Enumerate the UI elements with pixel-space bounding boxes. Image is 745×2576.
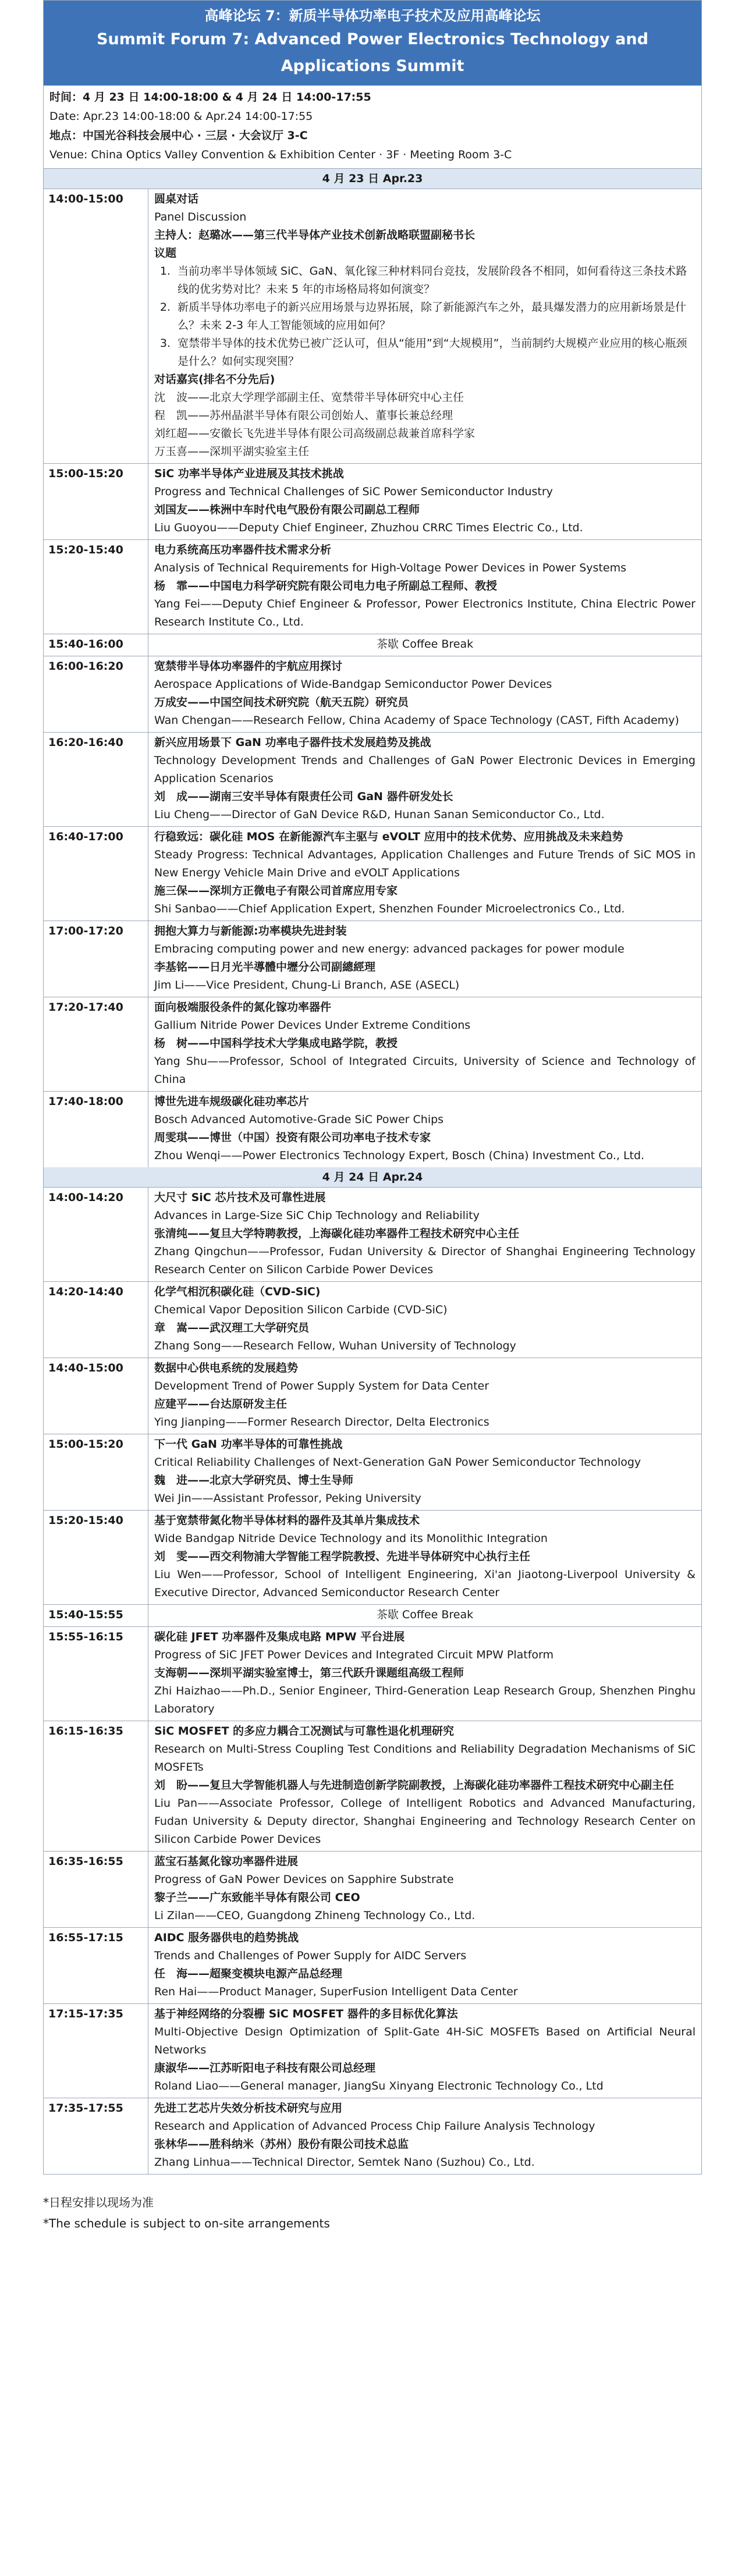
speaker-zh: 刘 盼——复旦大学智能机器人与先进制造创新学院副教授，上海碳化硅功率器件工程技术研究中心副主任	[154, 1779, 675, 1792]
session-row	[44, 2098, 701, 2174]
panel-title-en: Panel Discussion	[154, 211, 247, 223]
session-row	[44, 997, 701, 1092]
speaker-en: Zhang Qingchun——Professor, Fudan University & Director of Shanghai Engineering Technology Research Center on Silicon Carbide Power Devices	[154, 1245, 696, 1276]
session-time: 16:55-17:15	[44, 1928, 148, 2003]
session-title-en: Chemical Vapor Deposition Silicon Carbide (CVD-SiC)	[154, 1303, 448, 1316]
speaker-zh: 刘 雯——西交利物浦大学智能工程学院教授、先进半导体研究中心执行主任	[154, 1550, 531, 1563]
session-time: 15:20-15:40	[44, 540, 148, 634]
session-content	[148, 1282, 701, 1358]
session-title-zh: AIDC 服务器供电的趋势挑战	[154, 1931, 299, 1944]
session-content	[148, 1852, 701, 1927]
speaker-zh: 张清纯——复旦大学特聘教授，上海碳化硅功率器件工程技术研究中心主任	[154, 1227, 520, 1240]
forum-title-en: Summit Forum 7: Advanced Power Electronics Technology and Applications Summit	[97, 30, 648, 75]
session-content	[148, 1358, 701, 1434]
speaker-zh: 黎子兰——广东致能半导体有限公司 CEO	[154, 1891, 360, 1904]
session-title-zh: 蓝宝石基氮化镓功率器件进展	[154, 1855, 299, 1868]
session-title-en: Research and Application of Advanced Process Chip Failure Analysis Technology	[154, 2120, 595, 2133]
session-time: 16:40-17:00	[44, 827, 148, 921]
session-content	[148, 1511, 701, 1604]
session-title-zh: 先进工艺芯片失效分析技术研究与应用	[154, 2102, 343, 2115]
session-row	[44, 1721, 701, 1852]
session-time: 17:15-17:35	[44, 2004, 148, 2098]
speaker-en: Zhang Song——Research Fellow, Wuhan University of Technology	[154, 1339, 516, 1352]
session-title-zh: SiC 功率半导体产业进展及其技术挑战	[154, 467, 344, 480]
session-title-en: Bosch Advanced Automotive-Grade SiC Power Chips	[154, 1113, 444, 1126]
speaker-en: Zhang Linhua——Technical Director, Semtek Nano (Suzhou) Co., Ltd.	[154, 2156, 535, 2169]
speaker-zh: 施三保——深圳方正微电子有限公司首席应用专家	[154, 884, 398, 897]
session-title-en: Steady Progress: Technical Advantages, Application Challenges and Future Trends of SiC MOS in New Energy Vehicle Main Drive and eVOLT Applications	[154, 848, 696, 879]
coffee-break-label: 茶歇 Coffee Break	[376, 638, 474, 651]
session-time: 17:40-18:00	[44, 1092, 148, 1167]
speaker-en: Zhi Haizhao——Ph.D., Senior Engineer, Third-Generation Leap Research Group, Shenzhen Pinghu Laboratory	[154, 1685, 696, 1715]
time-zh: 时间：4 月 23 日 14:00-18:00 & 4 月 24 日 14:00-17:55	[49, 91, 371, 104]
panel-guest: 刘红超——安徽长飞先进半导体有限公司高级副总裁兼首席科学家	[154, 427, 476, 440]
speaker-en: Ying Jianping——Former Research Director, Delta Electronics	[154, 1416, 489, 1429]
session-content	[148, 1627, 701, 1721]
speaker-zh: 应建平——台达原研发主任	[154, 1398, 288, 1410]
session-title-zh: 宽禁带半导体功率器件的宇航应用探讨	[154, 660, 343, 673]
panel-topic: 3. 宽禁带半导体的技术优势已被广泛认可，但从“能用”到“大规模用”，当前制约大规模产业应用的核心瓶颈是什么？如何实现突围？	[174, 335, 696, 371]
speaker-zh: 支海朝——深圳平湖实验室博士，第三代跃升课题组高级工程师	[154, 1667, 464, 1679]
session-time: 15:40-15:55	[44, 1605, 148, 1626]
session-time: 14:20-14:40	[44, 1282, 148, 1358]
schedule-sheet	[43, 0, 702, 2175]
session-content	[148, 1188, 701, 1281]
note-zh: *日程安排以现场为准	[43, 2195, 154, 2209]
session-row	[44, 921, 701, 997]
session-content	[148, 827, 701, 921]
schedule-notes	[43, 2175, 702, 2234]
speaker-en: Wan Chengan——Research Fellow, China Academy of Space Technology (CAST, Fifth Academy)	[154, 714, 679, 727]
session-title-zh: 化学气相沉积碳化硅（CVD-SiC)	[154, 1285, 321, 1298]
speaker-zh: 张林华——胜科纳米（苏州）股份有限公司技术总监	[154, 2138, 409, 2151]
speaker-zh: 任 海——超聚变模块电源产品总经理	[154, 1967, 343, 1980]
speaker-en: Yang Fei——Deputy Chief Engineer & Professor, Power Electronics Institute, China Electric Power Research Institute Co., Ltd.	[154, 598, 696, 628]
forum-meta	[44, 86, 701, 169]
session-title-en: Aerospace Applications of Wide-Bandgap Semiconductor Power Devices	[154, 678, 552, 691]
session-title-zh: 拥抱大算力与新能源:功率模块先进封装	[154, 925, 347, 937]
panel-content	[148, 189, 701, 463]
panel-guest: 沈 波——北京大学理学部副主任、宽禁带半导体研究中心主任	[154, 391, 464, 404]
session-time: 14:00-14:20	[44, 1188, 148, 1281]
session-time: 15:00-15:20	[44, 464, 148, 539]
session-row	[44, 733, 701, 827]
panel-guest: 万玉喜——深圳平湖实验室主任	[154, 445, 310, 458]
session-content	[148, 997, 701, 1091]
speaker-zh: 杨 霏——中国电力科学研究院有限公司电力电子所副总工程师、教授	[154, 580, 498, 592]
session-title-zh: 新兴应用场景下 GaN 功率电子器件技术发展趋势及挑战	[154, 736, 431, 749]
session-row	[44, 656, 701, 733]
speaker-zh: 章 嵩——武汉理工大学研究员	[154, 1321, 310, 1334]
session-row	[44, 1092, 701, 1167]
session-time: 15:20-15:40	[44, 1511, 148, 1604]
panel-guest: 程 凯——苏州晶湛半导体有限公司创始人、董事长兼总经理	[154, 409, 453, 422]
panel-guests-label: 对话嘉宾(排名不分先后)	[154, 373, 275, 386]
speaker-zh: 周雯琪——博世（中国）投资有限公司功率电子技术专家	[154, 1131, 431, 1144]
session-title-zh: 大尺寸 SiC 芯片技术及可靠性进展	[154, 1191, 326, 1204]
session-title-en: Technology Development Trends and Challenges of GaN Power Electronic Devices in Emerging Application Scenarios	[154, 754, 696, 785]
speaker-en: Wei Jin——Assistant Professor, Peking University	[154, 1492, 421, 1505]
session-row	[44, 1511, 701, 1605]
speaker-en: Yang Shu——Professor, School of Integrated Circuits, University of Science and Technology of China	[154, 1055, 696, 1086]
session-time: 17:00-17:20	[44, 921, 148, 997]
session-time: 15:55-16:15	[44, 1627, 148, 1721]
session-title-en: Trends and Challenges of Power Supply for AIDC Servers	[154, 1949, 467, 1962]
break-row	[44, 634, 701, 656]
break-row	[44, 1605, 701, 1627]
session-row	[44, 1627, 701, 1721]
speaker-en: Liu Guoyou——Deputy Chief Engineer, Zhuzhou CRRC Times Electric Co., Ltd.	[154, 521, 583, 534]
speaker-en: Jim Li——Vice President, Chung-Li Branch, ASE (ASECL)	[154, 979, 460, 992]
date-en: Date: Apr.23 14:00-18:00 & Apr.24 14:00-17:55	[49, 110, 313, 123]
session-title-en: Advances in Large-Size SiC Chip Technology and Reliability	[154, 1209, 480, 1222]
session-title-zh: 行稳致远：碳化硅 MOS 在新能源汽车主驱与 eVOLT 应用中的技术优势、应用挑战及未来趋势	[154, 830, 623, 843]
session-title-en: Multi-Objective Design Optimization of Split-Gate 4H-SiC MOSFETs Based on Artificial Neural Networks	[154, 2026, 696, 2056]
session-content	[148, 656, 701, 732]
session-title-zh: 电力系统高压功率器件技术需求分析	[154, 543, 332, 556]
session-content	[148, 921, 701, 997]
session-content	[148, 2098, 701, 2174]
day2-sessions	[44, 1188, 701, 2174]
session-row	[44, 827, 701, 921]
session-title-en: Research on Multi-Stress Coupling Test Conditions and Reliability Degradation Mechanisms of SiC MOSFETs	[154, 1743, 696, 1774]
session-content	[148, 1092, 701, 1167]
session-row	[44, 1282, 701, 1358]
session-time: 15:00-15:20	[44, 1434, 148, 1510]
session-time: 16:00-16:20	[44, 656, 148, 732]
forum-banner	[44, 1, 701, 86]
panel-topics-label: 议题	[154, 247, 177, 260]
speaker-zh: 杨 树——中国科学技术大学集成电路学院，教授	[154, 1037, 398, 1050]
panel-topic: 2. 新质半导体功率电子的新兴应用场景与边界拓展，除了新能源汽车之外，最具爆发潜力的应用新场景是什么？未来 2-3 年人工智能领域的应用如何？	[174, 299, 696, 335]
session-title-en: Wide Bandgap Nitride Device Technology and its Monolithic Integration	[154, 1532, 548, 1545]
speaker-en: Roland Liao——General manager, JiangSu Xinyang Electronic Technology Co., Ltd	[154, 2080, 604, 2092]
panel-topics-list	[154, 262, 696, 371]
session-title-en: Progress of GaN Power Devices on Sapphire Substrate	[154, 1873, 454, 1886]
session-time: 15:40-16:00	[44, 634, 148, 656]
speaker-zh: 刘国友——株洲中车时代电气股份有限公司副总工程师	[154, 503, 420, 516]
coffee-break-label: 茶歇 Coffee Break	[376, 1608, 474, 1621]
speaker-en: Li Zilan——CEO, Guangdong Zhineng Technology Co., Ltd.	[154, 1909, 476, 1922]
session-time: 16:15-16:35	[44, 1721, 148, 1851]
session-title-en: Progress and Technical Challenges of SiC Power Semiconductor Industry	[154, 485, 553, 498]
speaker-en: Ren Hai——Product Manager, SuperFusion Intelligent Data Center	[154, 1985, 518, 1998]
session-content	[148, 1721, 701, 1851]
speaker-zh: 李基铭——日月光半導體中壢分公司副總經理	[154, 961, 376, 973]
session-title-zh: 基于宽禁带氮化物半导体材料的器件及其单片集成技术	[154, 1514, 420, 1527]
session-row	[44, 540, 701, 634]
session-title-en: Development Trend of Power Supply System for Data Center	[154, 1380, 489, 1392]
session-title-en: Critical Reliability Challenges of Next-Generation GaN Power Semiconductor Technology	[154, 1456, 641, 1469]
panel-host: 主持人：赵璐冰——第三代半导体产业技术创新战略联盟副秘书长	[154, 229, 476, 241]
session-title-zh: 基于神经网络的分裂栅 SiC MOSFET 器件的多目标优化算法	[154, 2007, 458, 2020]
speaker-en: Shi Sanbao——Chief Application Expert, Shenzhen Founder Microelectronics Co., Ltd.	[154, 903, 625, 915]
session-content	[148, 1928, 701, 2003]
venue-en: Venue: China Optics Valley Convention & Exhibition Center · 3F · Meeting Room 3-C	[49, 148, 512, 161]
speaker-en: Liu Wen——Professor, School of Intelligent Engineering, Xi'an Jiaotong-Liverpool University & Executive Director, Advanced Semiconductor Research Center	[154, 1568, 696, 1599]
day-header-apr24: 4 月 24 日 Apr.24	[44, 1167, 701, 1188]
panel-time: 14:00-15:00	[44, 189, 148, 463]
speaker-en: Liu Pan——Associate Professor, College of Intelligent Robotics and Advanced Manufacturing, Fudan University & Deputy director, Shanghai Engineering and Technology Research Center on Silicon Carbide Power Devices	[154, 1797, 696, 1846]
speaker-zh: 刘 成——湖南三安半导体有限责任公司 GaN 器件研发处长	[154, 790, 453, 803]
session-title-zh: SiC MOSFET 的多应力耦合工况测试与可靠性退化机理研究	[154, 1725, 455, 1738]
session-content	[148, 464, 701, 539]
session-title-zh: 数据中心供电系统的发展趋势	[154, 1362, 299, 1374]
session-content	[148, 733, 701, 826]
session-row	[44, 1188, 701, 1282]
session-title-zh: 碳化硅 JFET 功率器件及集成电路 MPW 平台进展	[154, 1630, 405, 1643]
session-title-zh: 博世先进车规级碳化硅功率芯片	[154, 1095, 310, 1108]
day-header-apr23: 4 月 23 日 Apr.23	[44, 169, 701, 189]
forum-title-zh: 高峰论坛 7：新质半导体功率电子技术及应用高峰论坛	[204, 8, 541, 24]
session-time: 16:35-16:55	[44, 1852, 148, 1927]
panel-title-zh: 圆桌对话	[154, 193, 199, 205]
session-row	[44, 1852, 701, 1928]
session-row	[44, 1434, 701, 1511]
session-row	[44, 1358, 701, 1434]
session-time: 17:20-17:40	[44, 997, 148, 1091]
venue-zh: 地点：中国光谷科技会展中心 · 三层 · 大会议厅 3-C	[49, 129, 308, 142]
session-row	[44, 1928, 701, 2004]
session-content	[148, 2004, 701, 2098]
session-time: 17:35-17:55	[44, 2098, 148, 2174]
panel-topic: 1. 当前功率半导体领域 SiC、GaN、氧化镓三种材料同台竞技，发展阶段各不相同，如何看待这三条技术路线的优劣势对比？未来 5 年的市场格局将如何演变？	[174, 262, 696, 299]
session-row	[44, 464, 701, 540]
speaker-zh: 魏 进——北京大学研究员、博士生导师	[154, 1474, 354, 1487]
session-title-en: Analysis of Technical Requirements for High-Voltage Power Devices in Power Systems	[154, 562, 626, 574]
session-title-zh: 下一代 GaN 功率半导体的可靠性挑战	[154, 1438, 343, 1451]
day1-sessions	[44, 464, 701, 1167]
session-content	[148, 1434, 701, 1510]
session-content	[148, 540, 701, 634]
panel-row	[44, 189, 701, 464]
speaker-zh: 康淑华——江苏昕阳电子科技有限公司总经理	[154, 2062, 376, 2074]
speaker-en: Zhou Wenqi——Power Electronics Technology Expert, Bosch (China) Investment Co., Ltd.	[154, 1149, 645, 1162]
session-title-en: Embracing computing power and new energy: advanced packages for power module	[154, 943, 625, 955]
session-time: 16:20-16:40	[44, 733, 148, 826]
note-en: *The schedule is subject to on-site arrangements	[43, 2216, 330, 2230]
session-title-en: Gallium Nitride Power Devices Under Extreme Conditions	[154, 1019, 471, 1032]
session-title-en: Progress of SiC JFET Power Devices and Integrated Circuit MPW Platform	[154, 1648, 554, 1661]
session-time: 14:40-15:00	[44, 1358, 148, 1434]
session-row	[44, 2004, 701, 2098]
speaker-en: Liu Cheng——Director of GaN Device R&D, Hunan Sanan Semiconductor Co., Ltd.	[154, 808, 605, 821]
speaker-zh: 万成安——中国空间技术研究院（航天五院）研究员	[154, 696, 409, 709]
session-title-zh: 面向极端服役条件的氮化镓功率器件	[154, 1001, 332, 1014]
